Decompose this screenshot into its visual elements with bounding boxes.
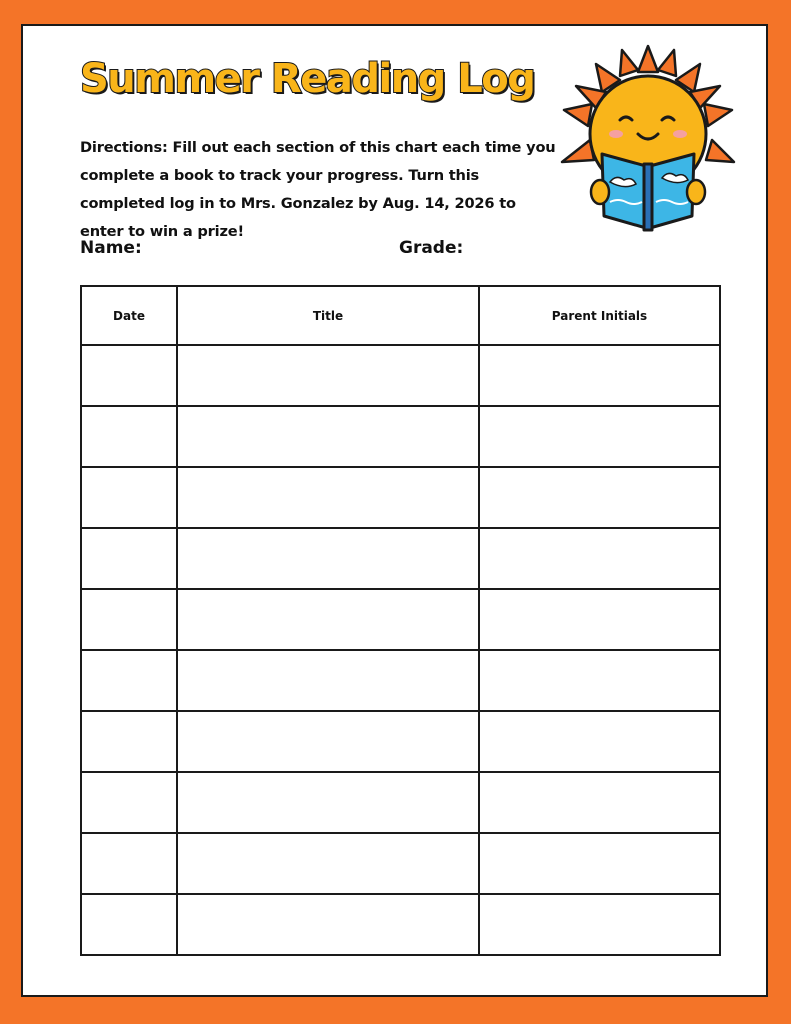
title-cell bbox=[177, 406, 479, 467]
table-row bbox=[81, 345, 720, 406]
directions-text: Directions: Fill out each section of this chart each time you complete a book to track your progress. Turn this completed log in to Mrs. Gonzalez by Aug. 14, 2026 to enter to win a prize! bbox=[80, 139, 556, 240]
table-row bbox=[81, 589, 720, 650]
table-row bbox=[81, 772, 720, 833]
title-cell bbox=[177, 589, 479, 650]
title-cell bbox=[177, 894, 479, 955]
date-cell bbox=[81, 345, 177, 406]
table-row bbox=[81, 711, 720, 772]
parent-initials-cell bbox=[479, 406, 720, 467]
header-date: Date bbox=[81, 286, 177, 345]
title-cell bbox=[177, 711, 479, 772]
parent-initials-cell bbox=[479, 589, 720, 650]
date-cell bbox=[81, 772, 177, 833]
date-cell bbox=[81, 894, 177, 955]
header-parent-initials: Parent Initials bbox=[479, 286, 720, 345]
date-cell bbox=[81, 711, 177, 772]
parent-initials-cell bbox=[479, 833, 720, 894]
date-cell bbox=[81, 467, 177, 528]
title-cell bbox=[177, 345, 479, 406]
parent-initials-cell bbox=[479, 711, 720, 772]
date-cell bbox=[81, 589, 177, 650]
date-cell bbox=[81, 528, 177, 589]
parent-initials-cell bbox=[479, 528, 720, 589]
title-cell bbox=[177, 528, 479, 589]
name-label: Name: bbox=[80, 238, 142, 258]
reading-log-table bbox=[80, 285, 721, 956]
table-row bbox=[81, 833, 720, 894]
date-cell bbox=[81, 833, 177, 894]
table-row bbox=[81, 894, 720, 955]
header-title: Title bbox=[177, 286, 479, 345]
table-row bbox=[81, 528, 720, 589]
date-cell bbox=[81, 650, 177, 711]
parent-initials-cell bbox=[479, 650, 720, 711]
parent-initials-cell bbox=[479, 894, 720, 955]
table-header-row bbox=[81, 286, 720, 345]
title-cell bbox=[177, 650, 479, 711]
title-cell bbox=[177, 772, 479, 833]
parent-initials-cell bbox=[479, 467, 720, 528]
date-cell bbox=[81, 406, 177, 467]
parent-initials-cell bbox=[479, 772, 720, 833]
table-row bbox=[81, 467, 720, 528]
title-cell bbox=[177, 833, 479, 894]
sun-reading-book-icon bbox=[558, 42, 738, 232]
parent-initials-cell bbox=[479, 345, 720, 406]
table-row bbox=[81, 650, 720, 711]
table-row bbox=[81, 406, 720, 467]
reading-log-sheet bbox=[21, 24, 768, 997]
grade-label: Grade: bbox=[399, 238, 464, 258]
title-cell bbox=[177, 467, 479, 528]
page-title: Summer Reading Log bbox=[80, 56, 535, 102]
table-body bbox=[81, 345, 720, 955]
